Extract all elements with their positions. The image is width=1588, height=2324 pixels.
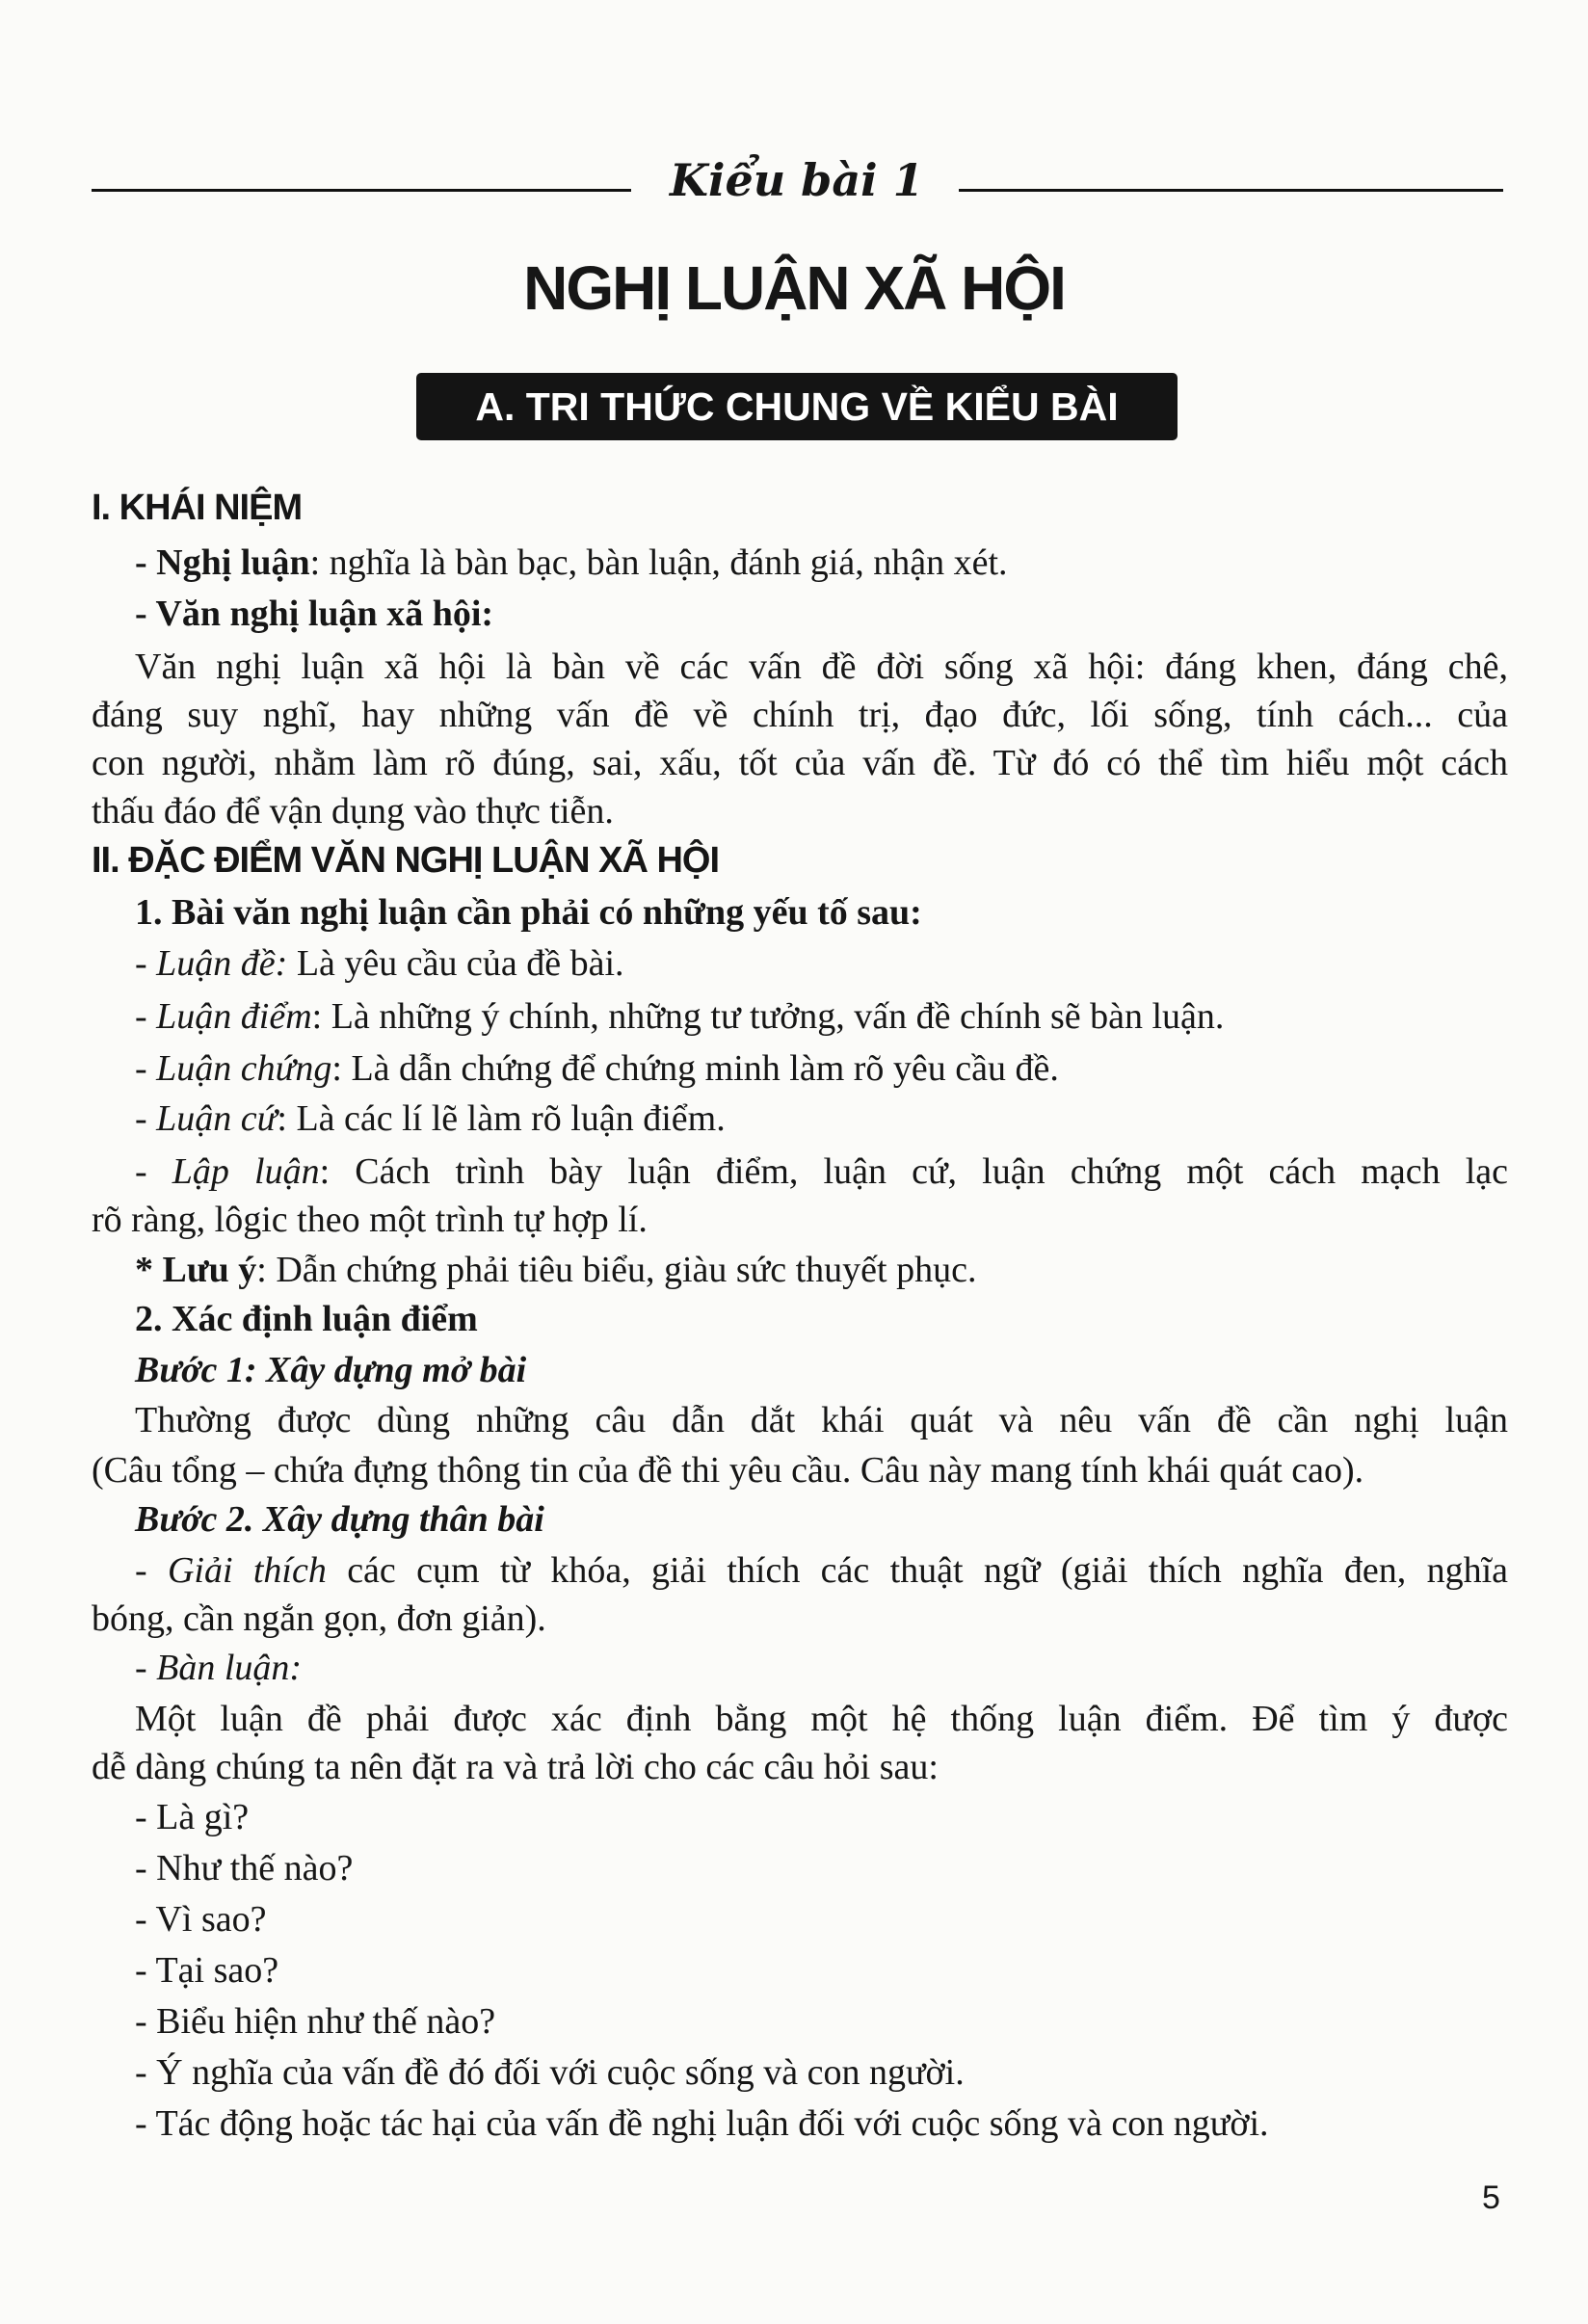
paragraph-line: Văn nghị luận xã hội là bàn về các vấn đề đời sống xã hội: đáng khen, đáng chê,: [135, 647, 1508, 687]
giai-thich-line: bóng, cần ngắn gọn, đơn giản).: [92, 1598, 546, 1639]
lap-luan-line: rõ ràng, lôgic theo một trình tự hợp lí.: [92, 1200, 648, 1240]
step-1-heading: Bước 1: Xây dựng mở bài: [135, 1350, 527, 1390]
paragraph-line: con người, nhằm làm rõ đúng, sai, xấu, tốt của vấn đề. Từ đó có thể tìm hiểu một cách: [92, 743, 1508, 783]
definition: Là yêu cầu của đề bài.: [287, 943, 624, 984]
question-item: - Như thế nào?: [135, 1848, 354, 1888]
lap-luan-line: [135, 1149, 1508, 1195]
definition: các cụm từ khóa, giải thích các thuật ngữ (giải thích nghĩa đen, nghĩa: [326, 1550, 1508, 1591]
term: - Nghị luận: [135, 542, 310, 583]
paragraph-line: thấu đáo để vận dụng vào thực tiễn.: [92, 791, 614, 832]
term: - Lập luận: [135, 1151, 320, 1192]
term: * Lưu ý: [135, 1250, 257, 1290]
term: - Luận đề:: [135, 943, 288, 984]
kieu-bai-header: [92, 154, 1503, 222]
paragraph-line: đáng suy nghĩ, hay những vấn đề về chính trị, đạo đức, lối sống, tính cách... của: [92, 695, 1508, 735]
definition: : Là các lí lẽ làm rõ luận điểm.: [277, 1098, 726, 1139]
question-item: - Ý nghĩa của vấn đề đó đối với cuộc sống và con người.: [135, 2052, 965, 2093]
question-item: - Là gì?: [135, 1797, 250, 1837]
definition: : Cách trình bày luận điểm, luận cứ, luận chứng một cách mạch lạc: [319, 1151, 1508, 1192]
question-item: - Vì sao?: [135, 1899, 267, 1940]
question-item: - Tác động hoặc tác hại của vấn đề nghị luận đối với cuộc sống và con người.: [135, 2103, 1269, 2144]
term: Giải thích: [167, 1550, 327, 1591]
header-rule-left: [92, 189, 631, 192]
term: - Luận chứng: [135, 1048, 332, 1089]
term: - Luận cứ: [135, 1098, 278, 1139]
nghi-luan-definition: [135, 540, 1008, 586]
header-rule-right: [959, 189, 1503, 192]
luu-y-note: [135, 1247, 976, 1293]
page-number: 5: [1482, 2179, 1500, 2216]
list-item: [135, 1045, 1059, 1092]
van-nghi-luan-term: - Văn nghị luận xã hội:: [135, 594, 494, 634]
dash: -: [135, 1550, 168, 1591]
step-2-heading: Bước 2. Xây dựng thân bài: [135, 1499, 544, 1540]
heading-dac-diem: II. ĐẶC ĐIỂM VĂN NGHỊ LUẬN XÃ HỘI: [92, 840, 720, 881]
list-item: [135, 1096, 726, 1142]
list-item: [135, 993, 1224, 1040]
page-title: NGHỊ LUẬN XÃ HỘI: [523, 253, 1065, 323]
step-1-text: Thường được dùng những câu dẫn dắt khái quát và nêu vấn đề cần nghị luận: [135, 1400, 1508, 1440]
ban-luan-label: - Bàn luận:: [135, 1648, 303, 1688]
section-a-banner: A. TRI THỨC CHUNG VỀ KIỂU BÀI: [416, 373, 1178, 440]
list-item: [135, 940, 624, 987]
ban-luan-text: dễ dàng chúng ta nên đặt ra và trả lời cho các câu hỏi sau:: [92, 1747, 939, 1787]
definition: : Dẫn chứng phải tiêu biểu, giàu sức thuyết phục.: [256, 1250, 977, 1290]
subheading-xac-dinh: 2. Xác định luận điểm: [135, 1299, 478, 1339]
ban-luan-text: Một luận đề phải được xác định bằng một hệ thống luận điểm. Để tìm ý được: [135, 1699, 1508, 1739]
subheading-yeu-to: 1. Bài văn nghị luận cần phải có những yếu tố sau:: [135, 892, 922, 933]
definition: : Là những ý chính, những tư tưởng, vấn đề chính sẽ bàn luận.: [311, 996, 1225, 1037]
kieu-bai-label: Kiểu bài 1: [670, 154, 924, 206]
heading-khai-niem: I. KHÁI NIỆM: [92, 488, 303, 528]
term: - Luận điểm: [135, 996, 312, 1037]
definition: : nghĩa là bàn bạc, bàn luận, đánh giá, nhận xét.: [309, 542, 1008, 583]
step-1-text: (Câu tổng – chứa đựng thông tin của đề thi yêu cầu. Câu này mang tính khái quát cao).: [92, 1450, 1364, 1491]
question-item: - Tại sao?: [135, 1950, 279, 1991]
question-item: - Biểu hiện như thế nào?: [135, 2001, 496, 2042]
definition: : Là dẫn chứng để chứng minh làm rõ yêu cầu đề.: [331, 1048, 1059, 1089]
giai-thich-line: [135, 1547, 1508, 1594]
